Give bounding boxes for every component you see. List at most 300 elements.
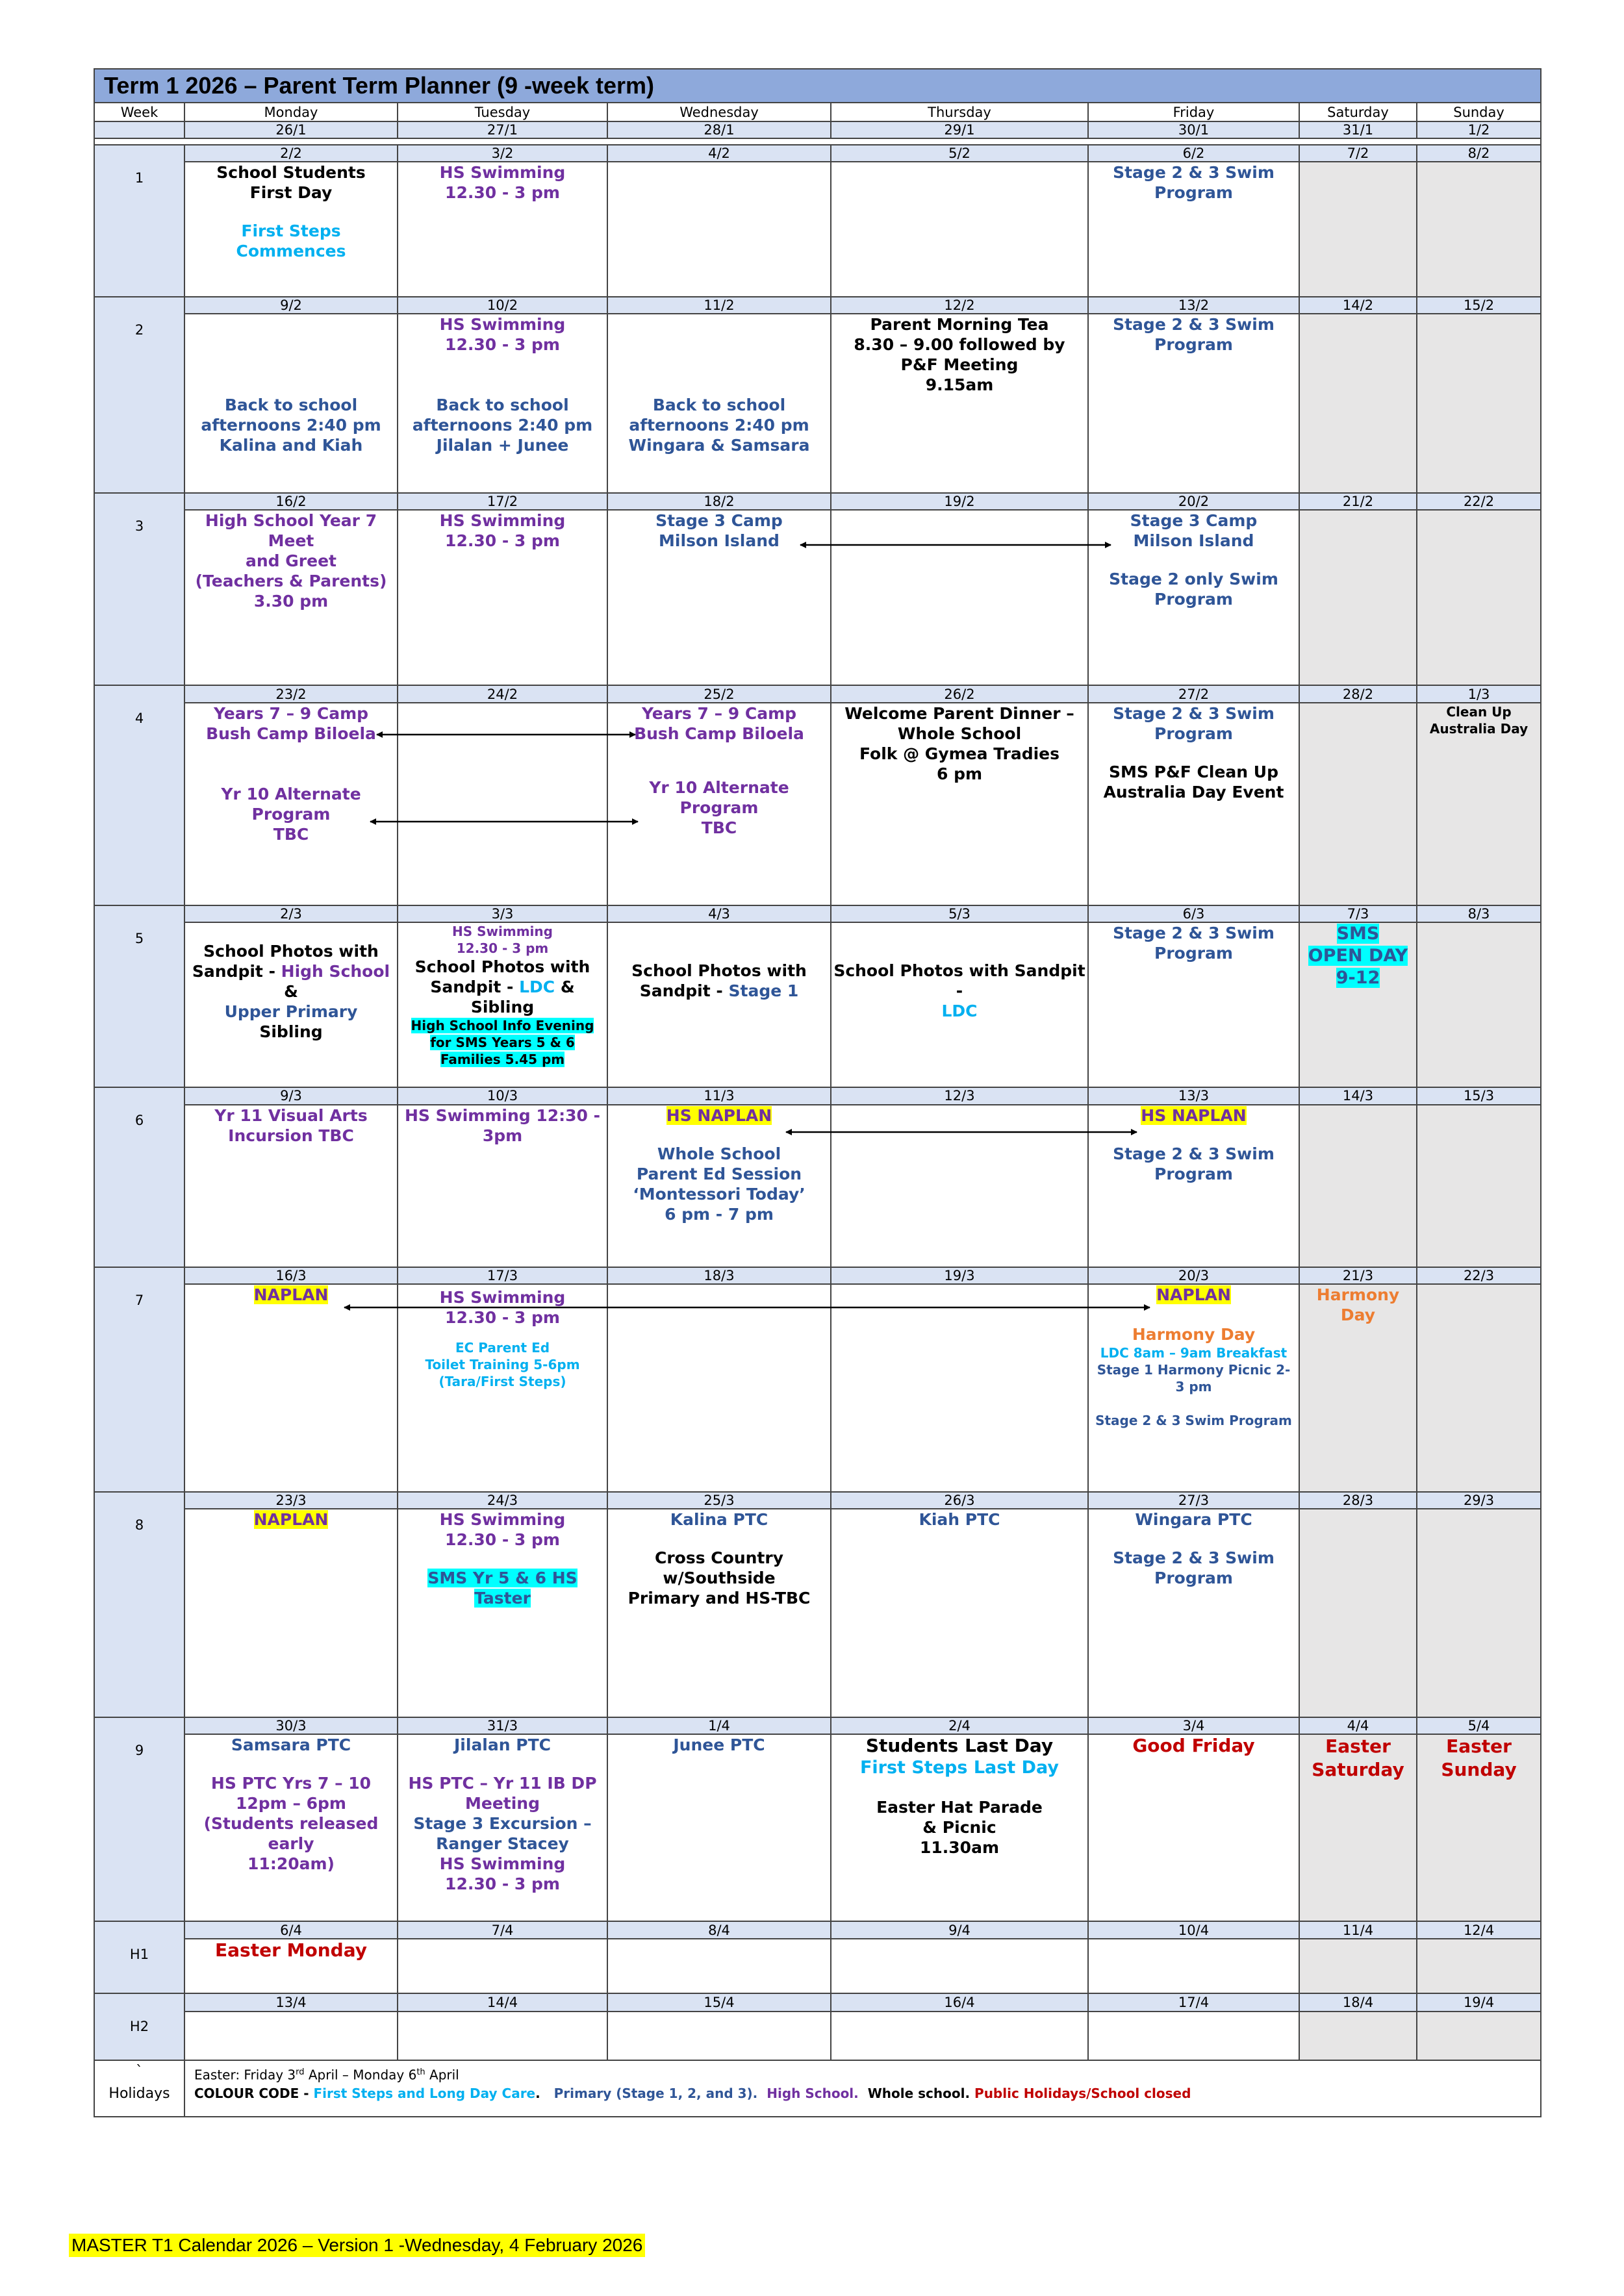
week-2-events-row <box>94 314 1541 493</box>
date-cell: 22/3 <box>1417 1267 1541 1284</box>
event-text: HS PTC Yrs 7 – 10 <box>210 1774 372 1793</box>
saturday-header: Saturday <box>1299 103 1417 121</box>
event-text: 11:20am) <box>247 1854 335 1874</box>
date-cell: 21/2 <box>1299 493 1417 510</box>
event-text: HS Swimming <box>439 163 566 183</box>
event-text: Meeting <box>464 1794 540 1813</box>
event-cell-sun <box>1417 922 1541 1087</box>
event-text: Kiah PTC <box>919 1510 1000 1530</box>
date-cell: 30/1 <box>1088 121 1299 138</box>
event-cell-mon <box>184 1939 398 1994</box>
event-text: 12.30 - 3 pm <box>445 531 560 551</box>
event-text: Easter <box>1446 1735 1512 1758</box>
event-text: Whole School <box>657 1144 781 1163</box>
event-text: & <box>284 982 298 1002</box>
event-text: HS Swimming <box>439 314 566 334</box>
event-text: Parent Ed Session <box>636 1164 802 1183</box>
date-cell: 28/1 <box>607 121 831 138</box>
date-cell: 2/2 <box>184 145 398 162</box>
date-cell: 16/2 <box>184 493 398 510</box>
event-cell-tue <box>398 1284 607 1493</box>
event-cell-tue <box>398 1734 607 1921</box>
event-cell-wed <box>607 2012 831 2061</box>
date-cell: 15/4 <box>607 1993 831 2011</box>
event-text: Program <box>1154 1569 1233 1588</box>
event-text: Harmony Day <box>1132 1324 1256 1344</box>
date-cell: 9/2 <box>184 297 398 314</box>
date-cell: 2/4 <box>831 1717 1088 1734</box>
pre-week-label <box>94 121 184 138</box>
date-cell: 5/2 <box>831 145 1088 162</box>
event-cell-thu <box>831 1509 1088 1717</box>
event-cell-mon <box>184 510 398 685</box>
event-cell-wed <box>607 1734 831 1921</box>
date-cell: 14/2 <box>1299 297 1417 314</box>
legend-cell <box>184 2060 1541 2117</box>
event-text: Upper Primary <box>224 1002 358 1022</box>
date-cell: 5/4 <box>1417 1717 1541 1734</box>
holiday-week-2-events-row <box>94 2012 1541 2061</box>
event-cell-wed <box>607 1105 831 1267</box>
date-cell: 4/3 <box>607 905 831 922</box>
event-text: LDC <box>519 978 555 997</box>
event-cell-wed <box>607 1939 831 1994</box>
date-cell: 7/4 <box>398 1921 607 1938</box>
event-text: HS NAPLAN <box>666 1105 772 1125</box>
week-4-date-row <box>94 685 1541 702</box>
event-text: Program <box>1154 724 1233 743</box>
event-text: 6 pm - 7 pm <box>665 1204 774 1224</box>
event-text: LDC <box>941 1002 978 1021</box>
event-cell-tue <box>398 2012 607 2061</box>
event-text: Stage 2 & 3 Swim <box>1113 1144 1275 1163</box>
event-cell-fri <box>1088 1734 1299 1921</box>
footer-text: Holidays <box>108 2086 170 2102</box>
week-1-date-row <box>94 145 1541 162</box>
week-label: 3 <box>94 493 184 685</box>
date-cell: 15/3 <box>1417 1087 1541 1104</box>
event-cell-sun <box>1417 162 1541 297</box>
friday-header: Friday <box>1088 103 1299 121</box>
event-text: School Photos with Sandpit - <box>833 961 1085 1001</box>
event-text: SMS P&F Clean Up <box>1109 762 1278 781</box>
event-cell-mon <box>184 922 398 1087</box>
event-cell-thu <box>831 1734 1088 1921</box>
week-6-date-row <box>94 1087 1541 1104</box>
event-text: Saturday <box>1312 1759 1404 1781</box>
event-text: Ranger Stacey <box>436 1834 569 1854</box>
event-text: Stage 2 & 3 Swim <box>1113 314 1275 334</box>
week-2-date-row <box>94 297 1541 314</box>
date-cell: 4/4 <box>1299 1717 1417 1734</box>
event-cell-fri <box>1088 922 1299 1087</box>
date-cell: 10/4 <box>1088 1921 1299 1938</box>
week-6-events-row <box>94 1105 1541 1267</box>
event-cell-fri <box>1088 1509 1299 1717</box>
event-text: Program <box>1154 944 1233 963</box>
event-cell-thu <box>831 2012 1088 2061</box>
event-text: 6 pm <box>936 764 983 783</box>
event-text: afternoons 2:40 pm <box>629 415 809 435</box>
event-text: 9-12 <box>1336 968 1380 989</box>
date-cell: 26/3 <box>831 1492 1088 1509</box>
event-cell-sat <box>1299 1734 1417 1921</box>
week-label: 4 <box>94 685 184 905</box>
event-text: First Day <box>249 183 333 203</box>
event-text: EC Parent Ed <box>455 1339 550 1356</box>
event-text: Stage 3 Camp <box>1130 511 1258 531</box>
planner-title: Term 1 2026 – Parent Term Planner (9 -week term) <box>94 69 1541 103</box>
pre-week-date-row <box>94 121 1541 138</box>
event-text: Program <box>1154 590 1233 609</box>
event-text: HS NAPLAN <box>1141 1105 1247 1125</box>
event-cell-sat <box>1299 1509 1417 1717</box>
event-text: & Sibling <box>470 978 575 1017</box>
event-text: School Photos with <box>414 957 590 977</box>
event-text: Program <box>1154 1164 1233 1183</box>
event-text: Whole School <box>897 724 1022 743</box>
event-text: School Photos with <box>631 961 807 981</box>
event-text: Wingara PTC <box>1135 1510 1252 1530</box>
event-cell-sun <box>1417 703 1541 905</box>
date-cell: 2/3 <box>184 905 398 922</box>
event-cell-sat <box>1299 162 1417 297</box>
week-8-date-row <box>94 1492 1541 1509</box>
date-cell: 3/3 <box>398 905 607 922</box>
monday-header: Monday <box>184 103 398 121</box>
event-cell-sun <box>1417 1105 1541 1267</box>
week-5-date-row <box>94 905 1541 922</box>
event-text: HS Swimming 12:30 - <box>404 1105 601 1125</box>
event-text: Sibling <box>259 1022 323 1042</box>
event-text: Primary and HS-TBC <box>628 1589 811 1608</box>
event-text: NAPLAN <box>253 1510 329 1530</box>
event-cell-tue <box>398 1105 607 1267</box>
event-text: for SMS Years 5 & 6 <box>430 1035 575 1051</box>
event-text: Program <box>1154 334 1233 354</box>
tuesday-header: Tuesday <box>398 103 607 121</box>
date-cell: 8/2 <box>1417 145 1541 162</box>
event-text: Clean Up <box>1446 703 1512 720</box>
event-text: Parent Morning Tea <box>870 314 1049 334</box>
event-text: afternoons 2:40 pm <box>201 415 381 435</box>
date-cell: 19/2 <box>831 493 1088 510</box>
event-text: Good Friday <box>1132 1735 1255 1757</box>
holidays-label <box>94 2060 184 2117</box>
event-text: 12.30 - 3 pm <box>445 183 560 203</box>
date-cell: 19/3 <box>831 1267 1088 1284</box>
date-cell: 9/3 <box>184 1087 398 1104</box>
event-cell-tue <box>398 703 607 905</box>
event-text: Samsara PTC <box>231 1735 351 1755</box>
week-label: 6 <box>94 1087 184 1267</box>
event-text: Stage 1 <box>728 981 799 1001</box>
date-cell: 5/3 <box>831 905 1088 922</box>
event-text: 3 pm <box>1175 1378 1212 1394</box>
event-text: Folk @ Gymea Tradies <box>859 744 1060 763</box>
event-text: Years 7 – 9 Camp <box>641 703 797 723</box>
date-cell: 13/4 <box>184 1993 398 2011</box>
event-text: (Tara/First Steps) <box>438 1373 566 1389</box>
date-cell: 6/3 <box>1088 905 1299 922</box>
week-label: H1 <box>94 1921 184 1993</box>
event-text: ‘Montessori Today’ <box>633 1184 806 1204</box>
date-cell: 13/3 <box>1088 1087 1299 1104</box>
date-cell: 4/2 <box>607 145 831 162</box>
spacer-row <box>94 138 1541 145</box>
week-7-events-row <box>94 1284 1541 1493</box>
event-text: Sandpit - <box>192 962 281 981</box>
event-text: 12.30 - 3 pm <box>445 1530 560 1550</box>
event-cell-wed <box>607 314 831 493</box>
date-cell: 23/2 <box>184 685 398 702</box>
event-text: Stage 2 & 3 Swim <box>1113 163 1275 183</box>
event-text: Cross Country <box>654 1548 783 1568</box>
date-cell: 20/2 <box>1088 493 1299 510</box>
event-cell-mon <box>184 2012 398 2061</box>
event-cell-sat <box>1299 2012 1417 2061</box>
event-cell-thu <box>831 162 1088 297</box>
date-cell: 7/3 <box>1299 905 1417 922</box>
event-text: High School Info Evening <box>411 1018 594 1034</box>
event-text: HS Swimming <box>439 1854 566 1874</box>
event-cell-fri <box>1088 1284 1299 1493</box>
event-text: Stage 2 & 3 Swim <box>1113 924 1275 943</box>
day-header-row <box>94 103 1541 121</box>
version-label: MASTER T1 Calendar 2026 – Version 1 -Wednesday, 4 February 2026 <box>69 2234 645 2257</box>
event-cell-thu <box>831 922 1088 1087</box>
event-text: Easter Monday <box>215 1939 367 1961</box>
week-3-date-row <box>94 493 1541 510</box>
event-cell-sat <box>1299 1284 1417 1493</box>
week-label: 7 <box>94 1267 184 1493</box>
week-8-events-row <box>94 1509 1541 1717</box>
event-text: HS Swimming <box>439 511 566 531</box>
date-cell: 12/2 <box>831 297 1088 314</box>
event-text: Junee PTC <box>673 1735 765 1755</box>
event-text: LDC 8am – 9am Breakfast <box>1100 1344 1288 1361</box>
event-text: HS Swimming <box>439 1510 566 1530</box>
event-cell-wed <box>607 922 831 1087</box>
date-cell: 11/4 <box>1299 1921 1417 1938</box>
event-text: Commences <box>236 242 346 261</box>
event-text: Students Last Day <box>865 1735 1054 1757</box>
date-cell: 25/3 <box>607 1492 831 1509</box>
event-cell-wed <box>607 1509 831 1717</box>
event-cell-fri <box>1088 703 1299 905</box>
date-cell: 16/3 <box>184 1267 398 1284</box>
event-text: Jilalan + Junee <box>436 435 569 455</box>
event-cell-mon <box>184 162 398 297</box>
week-3-events-row <box>94 510 1541 685</box>
event-text: TBC <box>273 824 309 844</box>
date-cell: 19/4 <box>1417 1993 1541 2011</box>
event-text: Stage 2 only Swim <box>1109 570 1278 589</box>
thursday-header: Thursday <box>831 103 1088 121</box>
date-cell: 16/4 <box>831 1993 1088 2011</box>
holiday-week-2-date-row <box>94 1993 1541 2011</box>
event-text: Sunday <box>1441 1759 1517 1781</box>
date-cell: 26/1 <box>184 121 398 138</box>
date-cell: 21/3 <box>1299 1267 1417 1284</box>
event-text: School Students <box>216 163 366 183</box>
date-cell: 8/4 <box>607 1921 831 1938</box>
event-cell-mon <box>184 1105 398 1267</box>
footer-row <box>94 2060 1541 2117</box>
event-text: Stage 2 & 3 Swim Program <box>1095 1412 1292 1428</box>
event-text: P&F Meeting <box>900 355 1019 374</box>
week-7-date-row <box>94 1267 1541 1284</box>
event-cell-tue <box>398 510 607 685</box>
event-text: OPEN DAY <box>1308 946 1408 966</box>
event-text: Harmony <box>1316 1285 1400 1304</box>
event-text: HS PTC – Yr 11 IB DP <box>408 1774 597 1793</box>
event-text: Back to school <box>652 395 786 414</box>
date-cell: 31/1 <box>1299 121 1417 138</box>
week-label: 2 <box>94 297 184 493</box>
event-text: High School Year 7 Meet <box>205 511 377 551</box>
date-cell: 17/2 <box>398 493 607 510</box>
date-cell: 28/2 <box>1299 685 1417 702</box>
event-cell-fri <box>1088 314 1299 493</box>
week-4-events-row <box>94 703 1541 905</box>
event-text: SMS Yr 5 & 6 HS Taster <box>427 1569 577 1608</box>
date-cell: 14/3 <box>1299 1087 1417 1104</box>
event-text: (Teachers & Parents) <box>195 572 387 591</box>
week-5-events-row <box>94 922 1541 1087</box>
event-text: Yr 11 Visual Arts <box>214 1105 368 1125</box>
date-cell: 3/4 <box>1088 1717 1299 1734</box>
date-cell: 1/3 <box>1417 685 1541 702</box>
event-text: TBC <box>701 818 737 837</box>
event-cell-fri <box>1088 1105 1299 1267</box>
event-text: Australia Day Event <box>1103 782 1284 801</box>
event-text: SMS <box>1336 924 1380 944</box>
event-cell-sun <box>1417 1734 1541 1921</box>
event-text: Stage 1 Harmony Picnic 2- <box>1097 1361 1291 1378</box>
event-cell-sat <box>1299 314 1417 493</box>
event-cell-thu <box>831 1105 1088 1267</box>
event-cell-sat <box>1299 703 1417 905</box>
event-text: HS Swimming <box>439 1287 566 1307</box>
event-text: 3pm <box>482 1126 523 1145</box>
week-label: 5 <box>94 905 184 1087</box>
event-cell-sat <box>1299 1105 1417 1267</box>
date-cell: 15/2 <box>1417 297 1541 314</box>
event-cell-wed <box>607 1284 831 1493</box>
date-cell: 9/4 <box>831 1921 1088 1938</box>
event-text: Program <box>1154 183 1233 203</box>
event-cell-sun <box>1417 1939 1541 1994</box>
date-cell: 31/3 <box>398 1717 607 1734</box>
event-cell-thu <box>831 703 1088 905</box>
footer-text: ` <box>136 2063 143 2080</box>
event-text: Jilalan PTC <box>454 1735 551 1755</box>
date-cell: 30/3 <box>184 1717 398 1734</box>
date-cell: 29/3 <box>1417 1492 1541 1509</box>
event-cell-fri <box>1088 162 1299 297</box>
event-cell-tue <box>398 1509 607 1717</box>
holiday-week-1-events-row <box>94 1939 1541 1994</box>
event-text: and Greet <box>246 551 336 571</box>
event-cell-thu <box>831 510 1088 685</box>
event-cell-sun <box>1417 314 1541 493</box>
event-cell-sat <box>1299 510 1417 685</box>
event-text: Stage 2 & 3 Swim <box>1113 703 1275 723</box>
event-cell-sun <box>1417 1509 1541 1717</box>
week-label: 1 <box>94 145 184 297</box>
date-cell: 27/1 <box>398 121 607 138</box>
date-cell: 8/3 <box>1417 905 1541 922</box>
date-cell: 6/4 <box>184 1921 398 1938</box>
event-cell-wed <box>607 703 831 905</box>
event-cell-fri <box>1088 2012 1299 2061</box>
event-text: Bush Camp Biloela <box>634 724 804 743</box>
event-text: Incursion TBC <box>228 1126 354 1145</box>
event-cell-mon <box>184 1509 398 1717</box>
date-cell: 10/2 <box>398 297 607 314</box>
event-text: 12pm – 6pm <box>236 1794 346 1813</box>
event-cell-tue <box>398 922 607 1087</box>
event-text: Yr 10 Alternate Program <box>221 784 361 824</box>
event-cell-tue <box>398 1939 607 1994</box>
event-text: Yr 10 Alternate Program <box>649 777 789 817</box>
date-cell: 28/3 <box>1299 1492 1417 1509</box>
date-cell: 12/4 <box>1417 1921 1541 1938</box>
event-cell-mon <box>184 1284 398 1493</box>
date-cell: 24/3 <box>398 1492 607 1509</box>
event-cell-thu <box>831 1284 1088 1493</box>
event-text: Sandpit - <box>639 981 729 1001</box>
event-text: & Picnic <box>922 1818 996 1837</box>
date-cell: 12/3 <box>831 1087 1088 1104</box>
event-text: Easter Hat Parade <box>876 1798 1043 1817</box>
event-text: NAPLAN <box>253 1285 329 1304</box>
week-label: 9 <box>94 1717 184 1921</box>
event-text: Stage 3 Camp <box>655 511 783 531</box>
date-cell: 11/3 <box>607 1087 831 1104</box>
event-cell-sat <box>1299 922 1417 1087</box>
event-text: 3.30 pm <box>253 592 329 611</box>
event-cell-mon <box>184 703 398 905</box>
date-cell: 29/1 <box>831 121 1088 138</box>
date-cell: 20/3 <box>1088 1267 1299 1284</box>
event-text: 11.30am <box>920 1838 999 1858</box>
event-text: Easter <box>1325 1735 1391 1758</box>
event-text: Wingara & Samsara <box>628 435 810 455</box>
term-planner-table <box>94 68 1542 2117</box>
event-text: Day <box>1340 1305 1376 1324</box>
date-cell: 26/2 <box>831 685 1088 702</box>
event-text: Stage 2 & 3 Swim <box>1113 1548 1275 1568</box>
event-text: Years 7 – 9 Camp <box>213 703 369 723</box>
date-cell: 17/4 <box>1088 1993 1299 2011</box>
holiday-week-1-date-row <box>94 1921 1541 1938</box>
date-cell: 18/4 <box>1299 1993 1417 2011</box>
event-text: 12.30 - 3 pm <box>445 1874 560 1894</box>
colour-code-legend: COLOUR CODE - First Steps and Long Day Care. Primary (Stage 1, 2, and 3). High School. Whole school. Public Holidays/School closed <box>194 2085 1191 2101</box>
date-cell: 1/4 <box>607 1717 831 1734</box>
event-cell-wed <box>607 510 831 685</box>
week-label: 8 <box>94 1492 184 1717</box>
date-cell: 27/3 <box>1088 1492 1299 1509</box>
week-column-header: Week <box>94 103 184 121</box>
date-cell: 18/2 <box>607 493 831 510</box>
event-text: Back to school <box>436 395 569 414</box>
wednesday-header: Wednesday <box>607 103 831 121</box>
event-cell-sun <box>1417 2012 1541 2061</box>
date-cell: 17/3 <box>398 1267 607 1284</box>
